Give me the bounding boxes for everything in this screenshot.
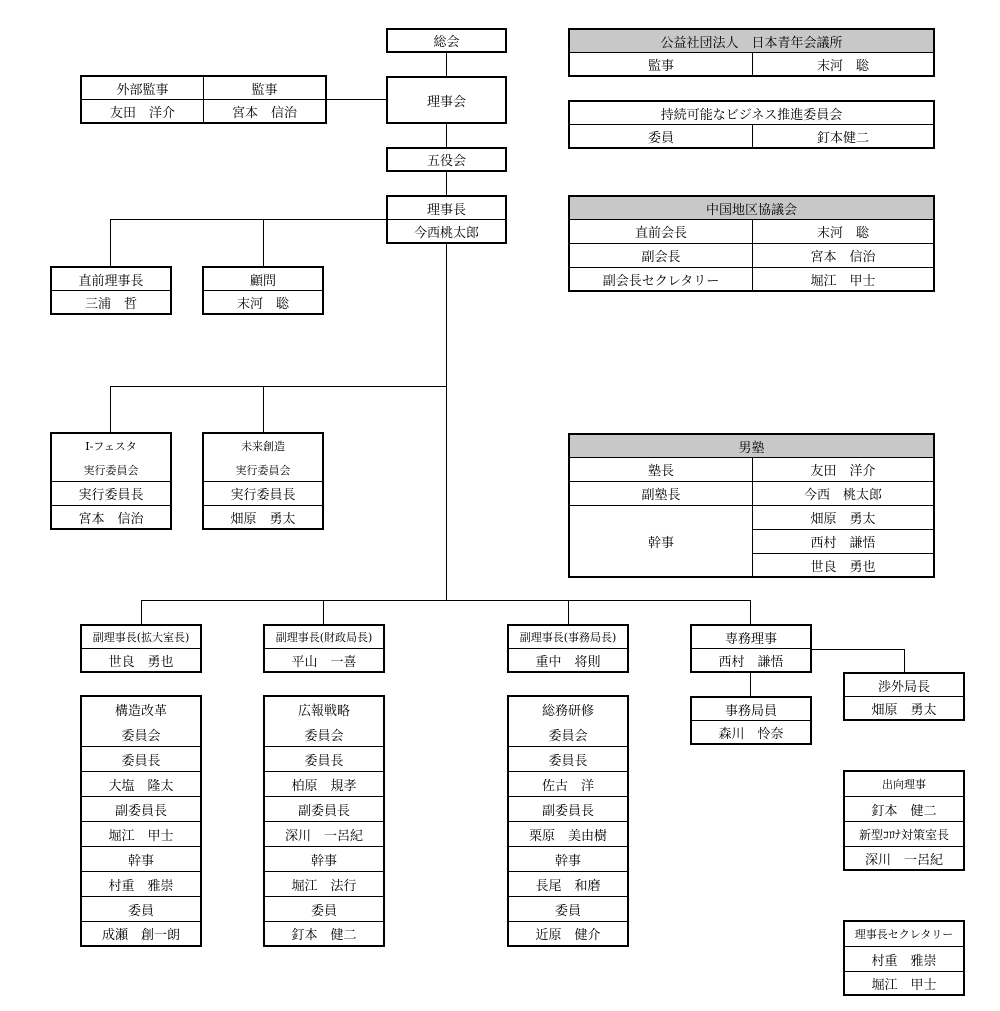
seconded-director-title: 出向理事 — [882, 778, 926, 791]
goyakukai-box — [386, 147, 507, 172]
advisor-box — [202, 266, 324, 315]
committee-row: 堀江 法行 — [291, 878, 357, 894]
committee-row: 副委員長 — [114, 803, 167, 819]
rijikai-label: 理事会 — [426, 94, 466, 110]
jc-header: 公益社団法人 日本青年会議所 — [660, 35, 843, 51]
rijikai-box — [386, 76, 507, 124]
ifesta-role: 実行委員長 — [78, 488, 144, 503]
seconded-director-row: 釘本 健二 — [871, 803, 937, 819]
office-staff-box — [690, 696, 812, 745]
auditor-title: 監事 — [251, 82, 278, 98]
committee-row: 村重 雅崇 — [108, 878, 174, 894]
auditor-name: 宮本 信治 — [231, 105, 297, 121]
committee-row: 副委員長 — [297, 803, 350, 819]
executive-director-box — [690, 624, 812, 673]
committee-row: 委員会 — [548, 728, 588, 744]
otokojuku-kanji-name: 畑原 勇太 — [810, 512, 876, 527]
executive-director-name: 西村 謙悟 — [718, 654, 784, 670]
committee-row: 委員 — [127, 903, 154, 919]
office-staff-name: 森川 怜奈 — [718, 726, 784, 742]
vice-president-secretariat-box — [507, 624, 629, 673]
chugoku-row-role: 副会長セクレタリー — [602, 273, 720, 289]
committee-row: 委員会 — [121, 728, 161, 744]
president-title: 理事長 — [426, 202, 466, 218]
ifesta-box — [50, 432, 172, 530]
president-name: 今西桃太郎 — [413, 225, 479, 241]
external-auditor-name: 友田 洋介 — [109, 105, 175, 121]
president-secretary-row: 村重 雅崇 — [871, 953, 937, 969]
committee-row: 構造改革 — [114, 703, 167, 719]
otokojuku-row-role: 副塾長 — [641, 488, 681, 503]
ifesta-name: 宮本 信治 — [78, 511, 144, 527]
goyakukai-label: 五役会 — [426, 154, 466, 169]
committee-row: 佐古 洋 — [541, 778, 594, 794]
mirai-line2: 実行委員会 — [235, 463, 291, 477]
vice-president-expansion-box — [80, 624, 202, 673]
vice-president-name: 世良 勇也 — [108, 654, 174, 670]
soukai-box — [386, 28, 507, 53]
past-president-box — [50, 266, 172, 315]
chugoku-row-role: 直前会長 — [634, 226, 687, 241]
executive-director-title: 専務理事 — [724, 631, 777, 647]
seconded-director-row: 深川 一呂紀 — [864, 852, 943, 868]
external-affairs-title: 渉外局長 — [877, 679, 930, 695]
ifesta-line2: 実行委員会 — [83, 463, 139, 477]
chugoku-row-name: 宮本 信治 — [810, 250, 876, 265]
chugoku-row-name: 堀江 甲士 — [810, 273, 876, 289]
external-affairs-name: 畑原 勇太 — [871, 702, 937, 718]
committee-row: 幹事 — [310, 853, 337, 869]
committee-row: 柏原 規孝 — [291, 778, 357, 794]
otokojuku-kanji-role: 幹事 — [647, 535, 674, 551]
vice-president-finance-box — [263, 624, 385, 673]
committee-row: 委員長 — [548, 753, 588, 769]
jc-name: 末河 聡 — [816, 58, 869, 74]
committee-row: 委員 — [554, 903, 581, 919]
chugoku-table — [568, 195, 935, 292]
committee-row: 幹事 — [554, 853, 581, 869]
seconded-director-box — [843, 770, 965, 871]
advisor-name: 末河 聡 — [236, 296, 289, 312]
mirai-line1: 未来創造 — [241, 439, 285, 453]
otokojuku-row-name: 今西 桃太郎 — [803, 488, 882, 503]
committee-pr-box — [263, 695, 385, 947]
committee-row: 総務研修 — [541, 703, 594, 719]
committee-row: 委員長 — [304, 753, 344, 769]
otokojuku-row-role: 塾長 — [647, 464, 674, 479]
committee-row: 委員 — [310, 903, 337, 919]
kanji-auditor-box — [80, 75, 327, 124]
otokojuku-kanji-name: 世良 勇也 — [810, 559, 876, 575]
otokojuku-kanji-name: 西村 謙悟 — [810, 536, 876, 551]
ifesta-line1: I-フェスタ — [85, 439, 137, 453]
committee-reform-box — [80, 695, 202, 947]
committee-row: 堀江 甲士 — [108, 828, 174, 844]
past-president-title: 直前理事長 — [78, 273, 144, 289]
committee-row: 副委員長 — [541, 803, 594, 819]
committee-row: 栗原 美由樹 — [528, 828, 607, 844]
soukai-label: 総会 — [433, 35, 460, 50]
mirai-role: 実行委員長 — [230, 488, 296, 503]
sustainable-role: 委員 — [647, 130, 674, 146]
committee-row: 釘本 健二 — [291, 928, 357, 943]
committee-row: 成瀬 創一朗 — [101, 928, 180, 943]
otokojuku-header: 男塾 — [738, 440, 765, 456]
seconded-director-row: 新型ｺﾛﾅ対策室長 — [858, 827, 949, 842]
chugoku-row-name: 末河 聡 — [816, 226, 869, 241]
otokojuku-table — [568, 433, 935, 578]
president-secretary-title: 理事長セクレタリー — [854, 928, 954, 941]
office-staff-title: 事務局員 — [724, 703, 777, 719]
committee-row: 長尾 和磨 — [535, 878, 601, 894]
committee-row: 委員会 — [304, 728, 344, 744]
external-auditor-title: 外部監事 — [116, 82, 169, 98]
committee-general-box — [507, 695, 629, 947]
jc-table — [568, 28, 935, 77]
vice-president-title: 副理事長(拡大室長) — [92, 631, 190, 644]
otokojuku-row-name: 友田 洋介 — [810, 464, 876, 479]
chugoku-header: 中国地区協議会 — [705, 202, 797, 218]
past-president-name: 三浦 哲 — [84, 296, 137, 312]
jc-role: 監事 — [647, 58, 674, 74]
sustainable-name: 釘本健二 — [816, 130, 869, 146]
mirai-box — [202, 432, 324, 530]
committee-row: 委員長 — [121, 753, 161, 769]
committee-row: 広報戦略 — [297, 703, 350, 719]
president-secretary-box — [843, 920, 965, 996]
committee-row: 大塩 隆太 — [108, 778, 174, 794]
advisor-title: 顧問 — [249, 273, 276, 289]
mirai-name: 畑原 勇太 — [230, 511, 296, 527]
sustainable-table — [568, 100, 935, 149]
president-secretary-row: 堀江 甲士 — [871, 977, 937, 993]
chugoku-row-role: 副会長 — [641, 250, 681, 265]
vice-president-title: 副理事長(財政局長) — [275, 631, 373, 644]
vice-president-name: 平山 一喜 — [291, 654, 357, 670]
committee-row: 近原 健介 — [535, 928, 601, 943]
vice-president-name: 重中 将則 — [535, 654, 601, 670]
committee-row: 幹事 — [127, 853, 154, 869]
committee-row: 深川 一呂紀 — [284, 828, 363, 844]
vice-president-title: 副理事長(事務局長) — [519, 631, 617, 644]
president-box — [386, 195, 507, 244]
sustainable-header: 持続可能なビジネス推進委員会 — [660, 107, 843, 123]
external-affairs-box — [843, 672, 965, 721]
